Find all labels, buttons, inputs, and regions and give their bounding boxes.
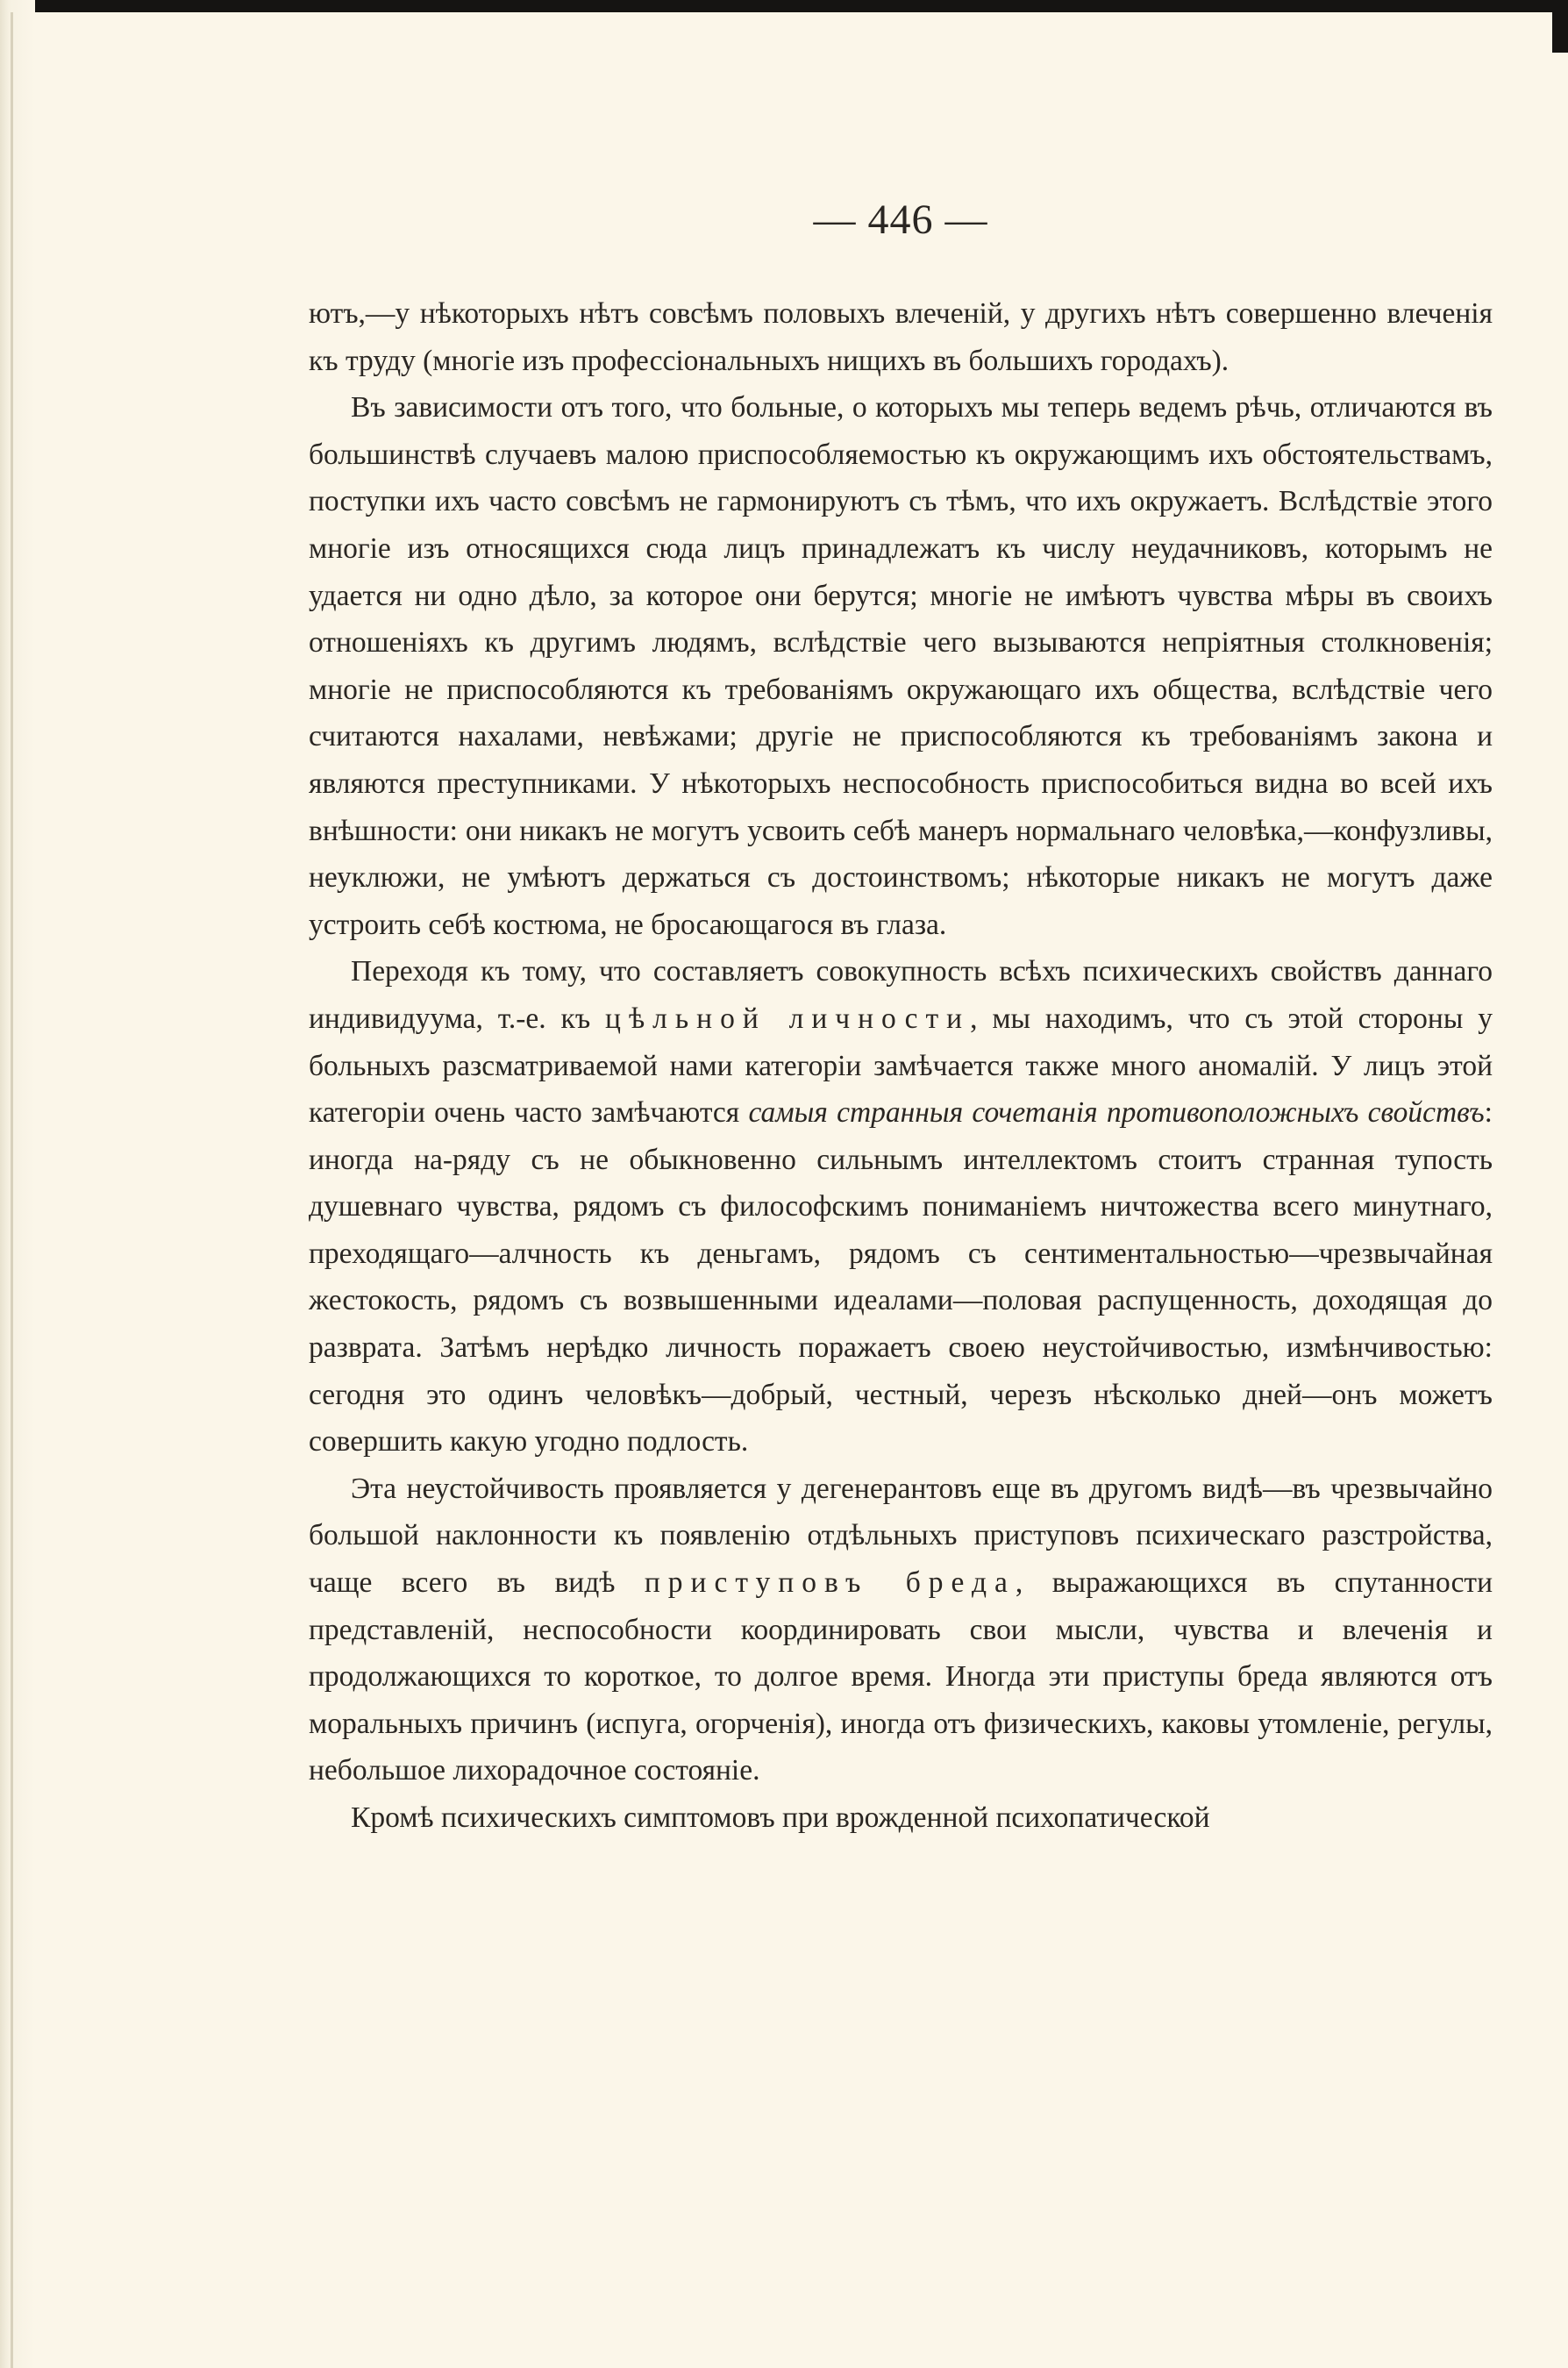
book-gutter	[0, 0, 35, 2368]
page-number: — 446 —	[813, 196, 988, 243]
italic-emphasis: самыя странныя сочетанія противоположныхъ свойствъ	[748, 1096, 1485, 1130]
text-run: Въ зависимости отъ того, что больные, о которыхъ мы теперь ведемъ рѣчь, отличаются въ большинствѣ случаевъ малою приспособляемостью къ окружающимъ ихъ обстоятельствамъ, поступки ихъ часто совсѣмъ не гармонируютъ съ тѣмъ, что ихъ окружаетъ. Вслѣдствіе этого многіе изъ относящихся сюда лицъ принадлежатъ къ числу неудачниковъ, которымъ не удается ни одно дѣло, за которое они берутся; многіе не имѣютъ чувства мѣры въ своихъ отношеніяхъ къ другимъ людямъ, вслѣдствіе чего вызываются непріятныя столкновенія; многіе не приспособляются къ требованіямъ окружающаго ихъ общества, вслѣдствіе чего считаются нахалами, невѣжами; другіе не приспособляются къ требованіямъ закона и являются преступниками. У нѣкоторыхъ неспособность приспособиться видна во всей ихъ внѣшности: они никакъ не могутъ усвоить себѣ манеръ нормальнаго человѣка,—конфузливы, неуклюжи, не умѣютъ держаться съ достоинствомъ; нѣкоторые никакъ не могутъ даже устроить себѣ костюма, не бросающагося въ глаза.	[309, 391, 1493, 941]
text-run: Кромѣ психическихъ симптомовъ при врожденной психопатической	[351, 1801, 1210, 1834]
scan-top-border	[0, 0, 1568, 12]
paragraph-0	[309, 290, 1493, 384]
text-run: , мы находимъ, что съ этой стороны у больныхъ разсматриваемой нами категоріи замѣчается также много аномалій. У лицъ этой категоріи очень часто замѣчаются	[309, 1002, 1493, 1130]
text-run: ютъ,—у нѣкоторыхъ нѣтъ совсѣмъ половыхъ влеченій, у другихъ нѣтъ совершенно влеченія къ труду (многіе изъ профессіональныхъ нищихъ въ большихъ городахъ).	[309, 297, 1493, 377]
text-run: , выражающихся въ спутанности представленій, неспособности координировать свои мысли, чувства и влеченія и продолжающихся то короткое, то долгое время. Иногда эти приступы бреда являются отъ моральныхъ причинъ (испуга, огорченія), иногда отъ физическихъ, каковы утомленіе, регулы, небольшое лихорадочное состояніе.	[309, 1566, 1493, 1787]
book-page	[309, 197, 1493, 1842]
text-run: : иногда на-ряду съ не обыкновенно сильнымъ интеллектомъ стоитъ странная тупость душевнаго чувства, рядомъ съ философскимъ пониманіемъ ничтожества всего минутнаго, преходящаго—алчность къ деньгамъ, рядомъ съ сентиментальностью—чрезвычайная жестокость, рядомъ съ возвышенными идеалами—половая распущенность, доходящая до разврата. Затѣмъ нерѣдко личность поражаетъ своею неустойчивостью, измѣнчивостью: сегодня это одинъ человѣкъ—добрый, честный, черезъ нѣсколько дней—онъ можетъ совершить какую угодно подлость.	[309, 1096, 1493, 1459]
scan-corner-mark	[1552, 0, 1568, 53]
spaced-emphasis: цѣльной личности	[605, 1002, 971, 1035]
paragraph-4	[309, 1794, 1493, 1842]
paragraph-3	[309, 1466, 1493, 1794]
spaced-emphasis: приступовъ бреда	[644, 1566, 1016, 1600]
paragraph-1	[309, 384, 1493, 948]
text-run: Переходя къ тому, что составляетъ совокупность всѣхъ психическихъ свойствъ даннаго индивидуума, т.-е. къ	[309, 955, 1493, 1035]
page-body	[309, 290, 1493, 1842]
paragraph-2	[309, 948, 1493, 1466]
text-run: Эта неустойчивость проявляется у дегенерантовъ еще въ другомъ видѣ—въ чрезвычайно большой наклонности къ появленію отдѣльныхъ приступовъ психическаго разстройства, чаще всего въ видѣ	[309, 1472, 1493, 1600]
